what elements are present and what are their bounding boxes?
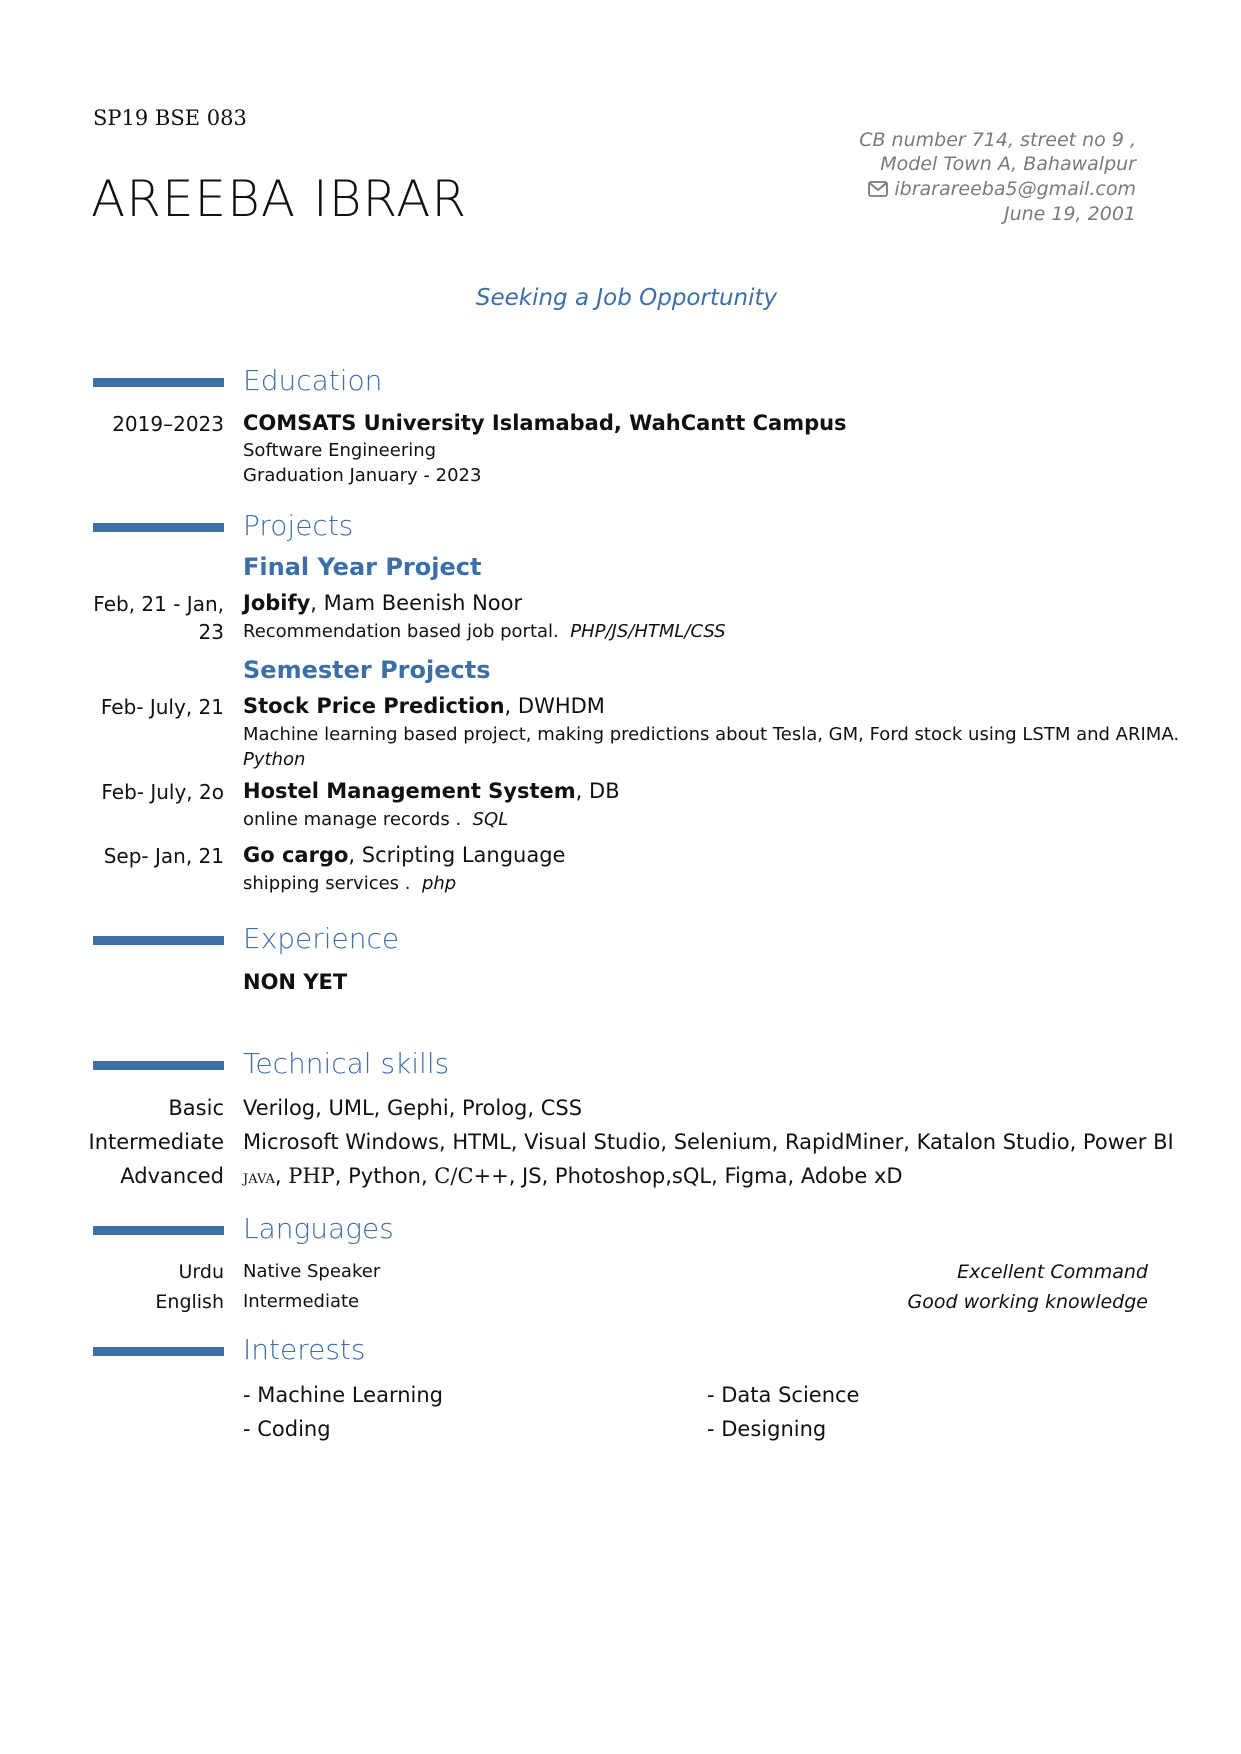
skill-level-basic: Basic (168, 1096, 224, 1120)
education-date: 2019–2023 (112, 412, 224, 436)
project-name: Go cargo (243, 843, 349, 867)
skill-list-intermediate: Microsoft Windows, HTML, Visual Studio, Selenium, RapidMiner, Katalon Studio, Power BI (243, 1130, 1174, 1154)
envelope-icon (868, 180, 888, 202)
skill-level-advanced: Advanced (120, 1164, 224, 1188)
date-of-birth: June 19, 2001 (1003, 203, 1136, 225)
interest-item: - Machine Learning (243, 1383, 444, 1407)
experience-text: NON YET (243, 970, 348, 994)
section-title-education: Education (243, 364, 383, 397)
education-degree: Software Engineering (243, 440, 437, 461)
project-entry: Go cargo, Scripting Language (243, 843, 566, 867)
project-description: Machine learning based project, making predictions about Tesla, GM, Ford stock using LSTM and ARIMA. (243, 724, 1180, 745)
fyp-entry: Jobify, Mam Beenish Noor (243, 591, 523, 615)
project-tech: php (421, 873, 457, 894)
subsection-title-semester: Semester Projects (243, 656, 491, 684)
language-level: Native Speaker (243, 1261, 381, 1282)
language-name: English (155, 1291, 224, 1313)
fyp-date-line-2: 23 (198, 620, 224, 644)
section-rule (93, 1226, 224, 1235)
skill-list-advanced: java, PHP, Python, C/C++, JS, Photoshop,sQL, Figma, Adobe xD (243, 1164, 903, 1188)
project-date: Feb- July, 2o (101, 780, 224, 804)
section-rule (93, 936, 224, 945)
address-line-2: Model Town A, Bahawalpur (880, 153, 1136, 175)
objective: Seeking a Job Opportunity (475, 285, 778, 311)
candidate-name: AREEBA IBRAR (91, 170, 468, 228)
project-tech: Python (243, 749, 306, 770)
project-entry: Stock Price Prediction, DWHDM (243, 694, 605, 718)
section-title-languages: Languages (243, 1212, 394, 1245)
email-address[interactable]: ibrarareeba5@gmail.com (894, 178, 1136, 200)
project-name: Hostel Management System (243, 779, 576, 803)
section-title-projects: Projects (243, 509, 354, 542)
interest-item: - Data Science (707, 1383, 860, 1407)
email-line[interactable] (868, 178, 1136, 202)
skill-level-intermediate: Intermediate (88, 1130, 224, 1154)
address-line-1: CB number 714, street no 9 , (859, 129, 1136, 151)
fyp-tech: PHP/JS/HTML/CSS (570, 621, 726, 642)
project-entry: Hostel Management System, DB (243, 779, 620, 803)
section-rule (93, 523, 224, 532)
section-rule (93, 1061, 224, 1070)
registration-number: SP19 BSE 083 (93, 106, 247, 130)
fyp-description: Recommendation based job portal. PHP/JS/HTML/CSS (243, 621, 726, 642)
education-institution: COMSATS University Islamabad, WahCantt Campus (243, 411, 847, 435)
project-name: Stock Price Prediction (243, 694, 505, 718)
section-title-skills: Technical skills (243, 1047, 450, 1080)
project-description: shipping services . php (243, 873, 457, 894)
section-title-experience: Experience (243, 922, 400, 955)
education-graduation: Graduation January - 2023 (243, 465, 482, 486)
interest-item: - Coding (243, 1417, 331, 1441)
subsection-title-fyp: Final Year Project (243, 553, 482, 581)
fyp-supervisor: Mam Beenish Noor (323, 591, 523, 615)
language-name: Urdu (178, 1261, 224, 1283)
language-level: Intermediate (243, 1291, 360, 1312)
fyp-date-line-1: Feb, 21 - Jan, (93, 592, 224, 616)
language-note: Good working knowledge (907, 1291, 1148, 1313)
project-date: Feb- July, 21 (100, 695, 224, 719)
fyp-name: Jobify (243, 591, 311, 615)
section-title-interests: Interests (243, 1333, 366, 1366)
project-tech: SQL (472, 809, 509, 830)
language-note: Excellent Command (957, 1261, 1148, 1283)
project-course: Scripting Language (361, 843, 566, 867)
project-description: online manage records . SQL (243, 809, 509, 830)
project-date: Sep- Jan, 21 (103, 844, 224, 868)
section-rule (93, 1347, 224, 1356)
project-course: DWHDM (517, 694, 605, 718)
interest-item: - Designing (707, 1417, 827, 1441)
section-rule (93, 378, 224, 387)
project-course: DB (589, 779, 620, 803)
skill-list-basic: Verilog, UML, Gephi, Prolog, CSS (243, 1096, 583, 1120)
